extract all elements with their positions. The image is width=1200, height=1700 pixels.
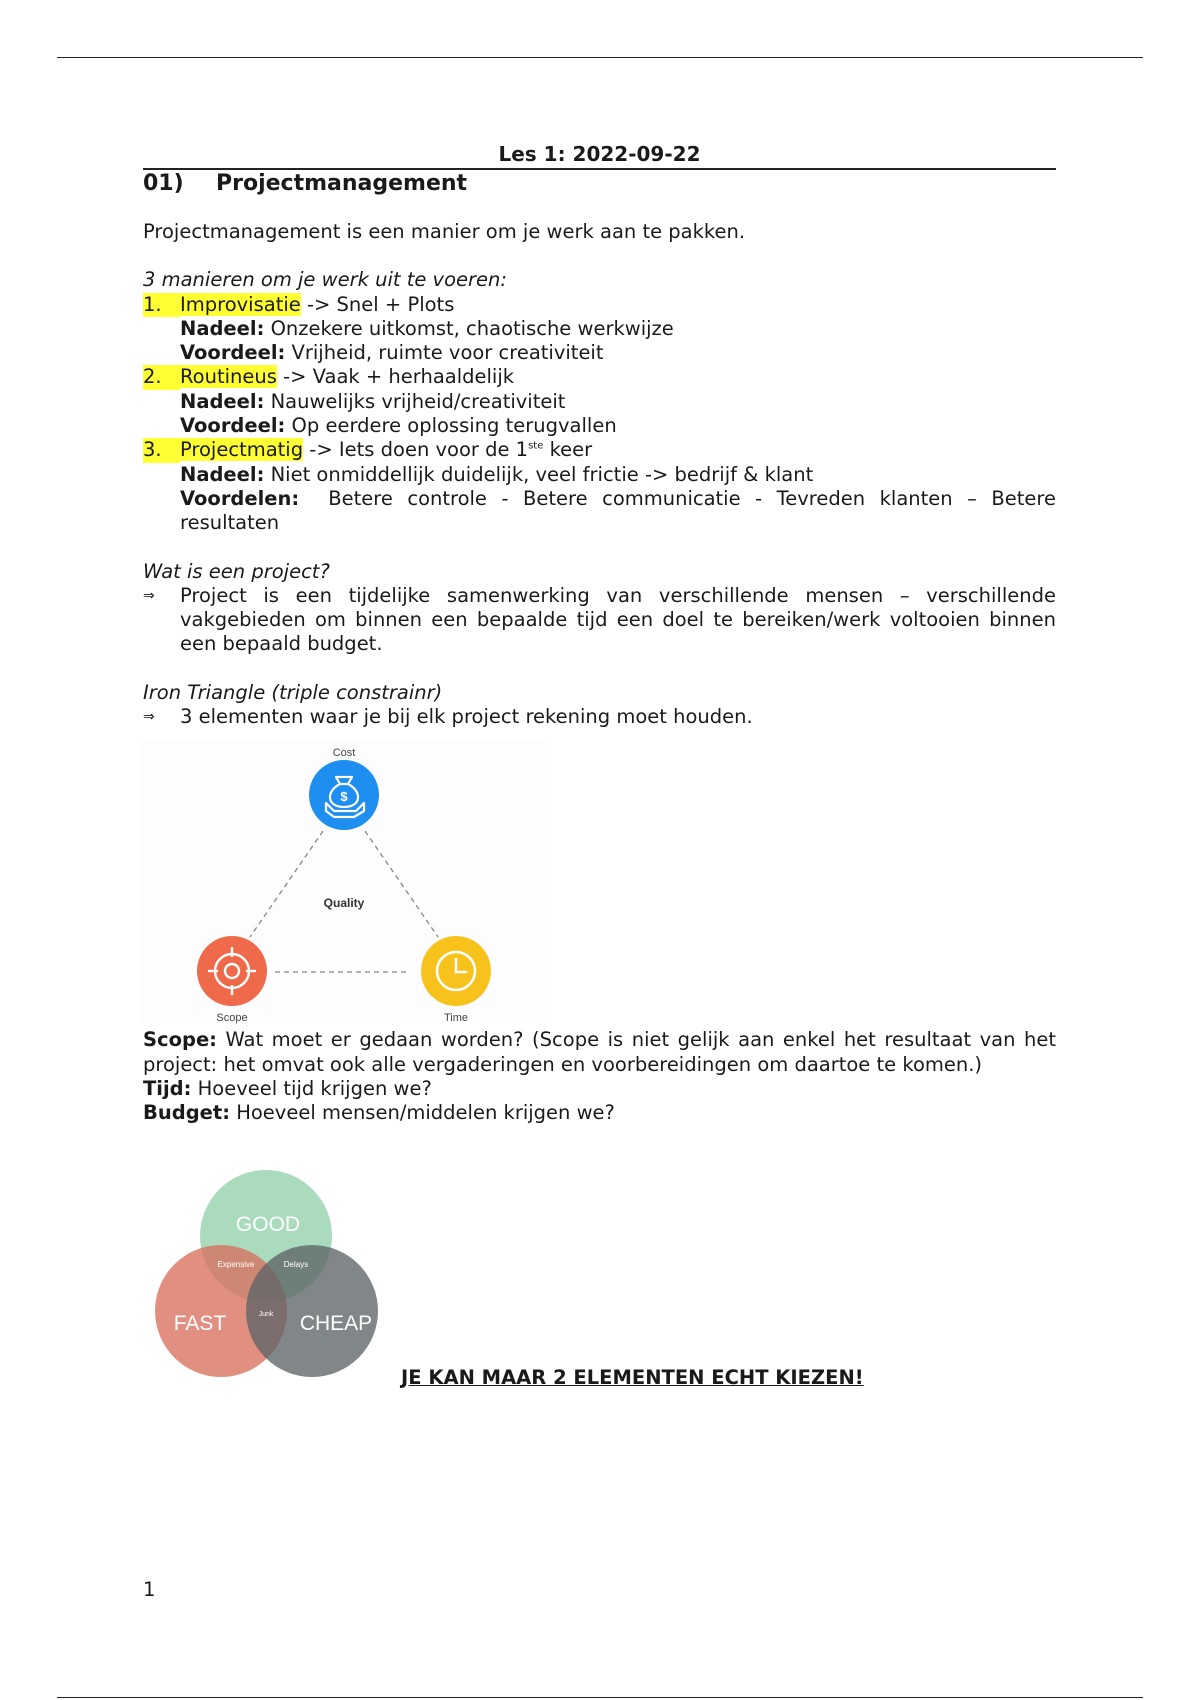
- budget-paragraph: [143, 1101, 1056, 1125]
- iron-triangle-heading: Iron Triangle (triple constrainr): [143, 680, 443, 704]
- list-number: 3.: [143, 438, 180, 462]
- time-diagram-label: Time: [443, 1012, 469, 1025]
- document-page: [143, 140, 1063, 1416]
- voordeel-text: Op eerdere oplossing terugvallen: [285, 414, 617, 438]
- cost-label: Cost: [332, 747, 356, 760]
- list-item: [143, 365, 1056, 389]
- nadeel-label: Nadeel:: [180, 316, 265, 340]
- nadeel-text: Nauwelijks vrijheid/creativiteit: [264, 389, 566, 413]
- cheap-label: CHEAP: [299, 1311, 373, 1335]
- voordeel-line: [143, 414, 1056, 438]
- venn-diagram: [154, 1166, 384, 1381]
- nadeel-line: [143, 390, 1056, 414]
- budget-text: Hoeveel mensen/middelen krijgen we?: [230, 1101, 615, 1125]
- iron-triangle-diagram: [140, 739, 550, 1024]
- arrow-item: [143, 705, 1056, 729]
- page-number: 1: [143, 1578, 156, 1601]
- arrow-item: [143, 584, 1056, 657]
- nadeel-label: Nadeel:: [180, 389, 265, 413]
- scope-paragraph: [143, 1028, 1056, 1077]
- way-name: Projectmatig: [180, 438, 304, 462]
- iron-triangle-definition: 3 elementen waar je bij elk project rekening moet houden.: [180, 705, 753, 729]
- good-label: GOOD: [235, 1212, 301, 1236]
- list-item: [143, 438, 1056, 462]
- way-description: -> Vaak + herhaaldelijk: [276, 365, 515, 389]
- way-description-end: keer: [543, 438, 593, 462]
- voordeel-label: Voordeel:: [180, 341, 286, 365]
- way-name: Improvisatie: [180, 292, 301, 316]
- scope-text: Wat moet er gedaan worden? (Scope is niet gelijk aan enkel het resultaat van het project: het omvat ook alle vergaderingen en voorbereidingen om daartoe te komen.): [143, 1028, 1056, 1076]
- arrow-icon: ⇒: [143, 587, 155, 604]
- voordeel-label: Voordelen:: [180, 486, 300, 510]
- nadeel-text: Niet onmiddellijk duidelijk, veel frictie -> bedrijf & klant: [264, 462, 814, 486]
- tijd-paragraph: [143, 1077, 1056, 1101]
- section-number: 01): [143, 171, 184, 196]
- voordeel-line: [143, 341, 1056, 365]
- quality-label: Quality: [323, 896, 365, 911]
- venn-section: [143, 1126, 1056, 1416]
- section-heading: [143, 170, 1056, 198]
- nadeel-text: Onzekere uitkomst, chaotische werkwijze: [264, 316, 674, 340]
- voordeel-text: Betere controle - Betere communicatie - Tevreden klanten – Betere resultaten: [180, 486, 1063, 535]
- arrow-icon: ⇒: [143, 709, 155, 726]
- nadeel-label: Nadeel:: [180, 462, 265, 486]
- expensive-label: Expensive: [217, 1259, 255, 1269]
- junk-label: Junk: [258, 1310, 274, 1318]
- list-number: 2.: [143, 365, 180, 389]
- top-rule: [57, 57, 1143, 58]
- bottom-rule: [57, 1697, 1143, 1698]
- scope-circle: [197, 936, 267, 1006]
- voordeel-label: Voordeel:: [180, 414, 286, 438]
- voordeel-text: Vrijheid, ruimte voor creativiteit: [285, 341, 604, 365]
- tijd-text: Hoeveel tijd krijgen we?: [191, 1076, 432, 1100]
- way-name: Routineus: [180, 365, 277, 389]
- intro-paragraph: Projectmanagement is een manier om je werk aan te pakken.: [143, 220, 746, 243]
- list-item: [143, 293, 1056, 317]
- tijd-label: Tijd:: [143, 1076, 192, 1100]
- lesson-title: Les 1: 2022-09-22: [143, 140, 1056, 170]
- way-description: -> Iets doen voor de 1: [303, 438, 529, 462]
- section-title: Projectmanagement: [216, 171, 468, 196]
- ways-heading: 3 manieren om je werk uit te voeren:: [143, 268, 507, 292]
- voordeel-line: [143, 486, 1063, 536]
- scope-label: Scope:: [143, 1028, 217, 1052]
- scope-diagram-label: Scope: [216, 1012, 248, 1025]
- project-question: Wat is een project?: [143, 559, 330, 583]
- dollar-glyph: $: [340, 789, 348, 805]
- superscript: ste: [528, 440, 544, 452]
- nadeel-line: [143, 463, 1056, 487]
- fast-label: FAST: [173, 1311, 227, 1335]
- choose-two-callout: JE KAN MAAR 2 ELEMENTEN ECHT KIEZEN!: [401, 1365, 864, 1389]
- nadeel-line: [143, 317, 1056, 341]
- budget-label: Budget:: [143, 1101, 231, 1125]
- project-definition: Project is een tijdelijke samenwerking van verschillende mensen – verschillende vakgebieden om binnen een bepaalde tijd een doel te bereiken/werk voltooien binnen een bepaald budget.: [180, 583, 1056, 656]
- way-description: -> Snel + Plots: [300, 292, 455, 316]
- delays-label: Delays: [283, 1259, 309, 1269]
- list-number: 1.: [143, 293, 180, 317]
